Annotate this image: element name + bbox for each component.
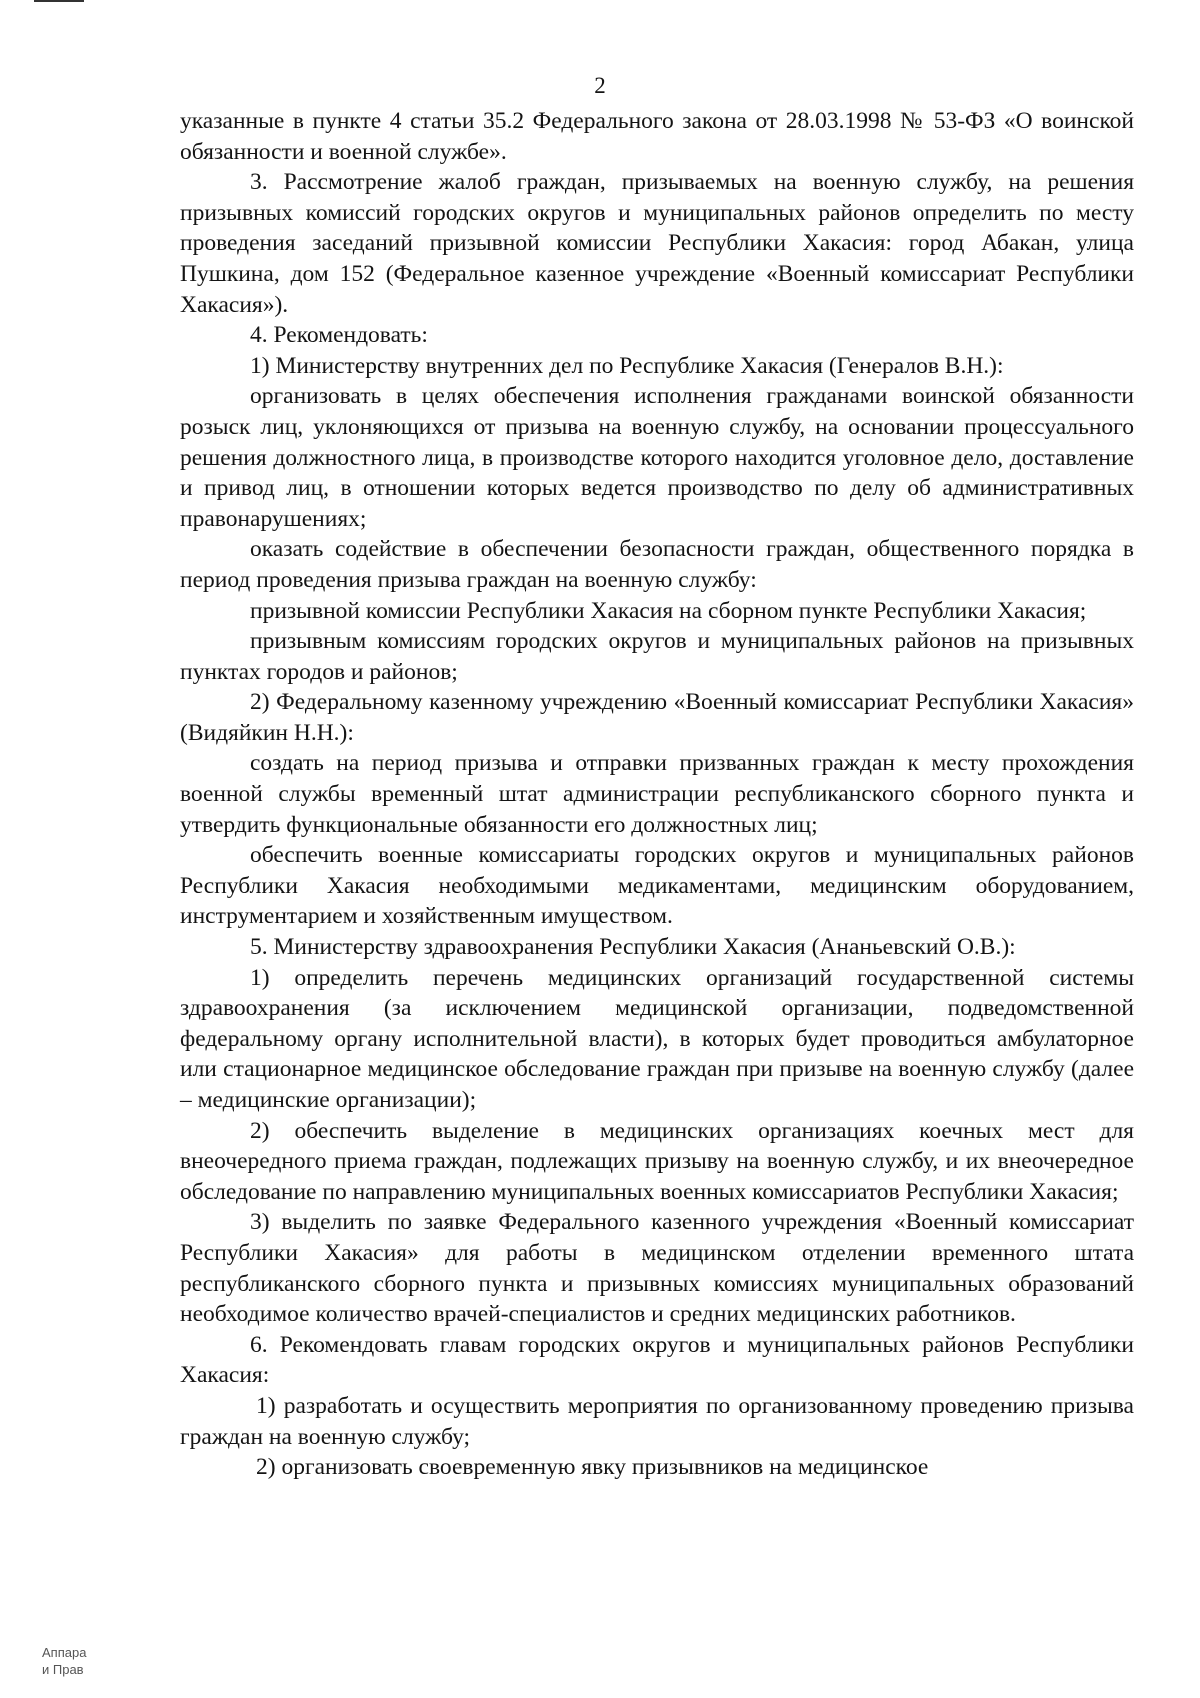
paragraph: 4. Рекомендовать: bbox=[250, 322, 428, 349]
paragraph: 2) обеспечить выделение в медицинских организациях коечных мест для внеочередного приема граждан, подлежащих призыву на военную службу, и их внеочередное обследование по направлению муниципальных военных комиссариатов Республики Хакасия; bbox=[180, 1117, 1134, 1205]
paragraph: создать на период призыва и отправки призванных граждан к месту прохождения военной службы временный штат администрации республиканского сборного пункта и утвердить функциональные обязанности его должностных лиц; bbox=[180, 750, 1134, 838]
footer-stamp bbox=[42, 1644, 86, 1678]
paragraph: 2) организовать своевременную явку призывников на медицинское bbox=[256, 1454, 929, 1481]
paragraph: 1) определить перечень медицинских организаций государственной системы здравоохранения (за исключением медицинской организации, подведомственной федеральному органу исполнительной власти), в которых будет проводиться амбулаторное или стационарное медицинское обследование граждан при призыве на военную службу (далее – медицинские организации); bbox=[180, 964, 1134, 1113]
paragraph: 5. Министерству здравоохранения Республики Хакасия (Ананьевский О.В.): bbox=[250, 934, 1016, 961]
paragraph: 3. Рассмотрение жалоб граждан, призываемых на военную службу, на решения призывных комиссий городских округов и муниципальных районов определить по месту проведения заседаний призывной комиссии Республики Хакасия: город Абакан, улица Пушкина, дом 152 (Федеральное казенное учреждение «Военный комиссариат Республики Хакасия»). bbox=[180, 169, 1134, 318]
paragraph: оказать содействие в обеспечении безопасности граждан, общественного порядка в период проведения призыва граждан на военную службу: bbox=[180, 536, 1134, 593]
footer-line: и Прав bbox=[42, 1662, 84, 1677]
paragraph: 1) разработать и осуществить мероприятия по организованному проведению призыва граждан на военную службу; bbox=[180, 1392, 1134, 1450]
paragraph: призывной комиссии Республики Хакасия на сборном пункте Республики Хакасия; bbox=[250, 597, 1087, 624]
scan-edge-mark bbox=[34, 0, 84, 2]
document-body bbox=[180, 106, 1134, 1483]
paragraph: 2) Федеральному казенному учреждению «Военный комиссариат Республики Хакасия» (Видяйкин Н.Н.): bbox=[180, 689, 1134, 746]
paragraph: 3) выделить по заявке Федерального казенного учреждения «Военный комиссариат Республики Хакасия» для работы в медицинском отделении временного штата республиканского сборного пункта и призывных комиссиях муниципальных образований необходимое количество врачей-специалистов и средних медицинских работников. bbox=[180, 1209, 1134, 1328]
paragraph: 6. Рекомендовать главам городских округов и муниципальных районов Республики Хакасия: bbox=[180, 1331, 1134, 1389]
paragraph: обеспечить военные комиссариаты городских округов и муниципальных районов Республики Хакасия необходимыми медикаментами, медицинским оборудованием, инструментарием и хозяйственным имуществом. bbox=[180, 842, 1134, 930]
paragraph: призывным комиссиям городских округов и муниципальных районов на призывных пунктах городов и районов; bbox=[180, 628, 1134, 685]
paragraph: указанные в пункте 4 статьи 35.2 Федерального закона от 28.03.1998 № 53-ФЗ «О воинской обязанности и военной службе». bbox=[180, 108, 1134, 165]
page-number: 2 bbox=[594, 73, 606, 98]
paragraph: организовать в целях обеспечения исполнения гражданами воинской обязанности розыск лиц, уклоняющихся от призыва на военную службу, на основании процессуального решения должностного лица, в производстве которого находится уголовное дело, доставление и привод лиц, в отношении которых ведется производство по делу об административных правонарушениях; bbox=[180, 383, 1134, 532]
paragraph: 1) Министерству внутренних дел по Республике Хакасия (Генералов В.Н.): bbox=[250, 352, 1004, 379]
footer-line: Аппара bbox=[42, 1645, 87, 1660]
